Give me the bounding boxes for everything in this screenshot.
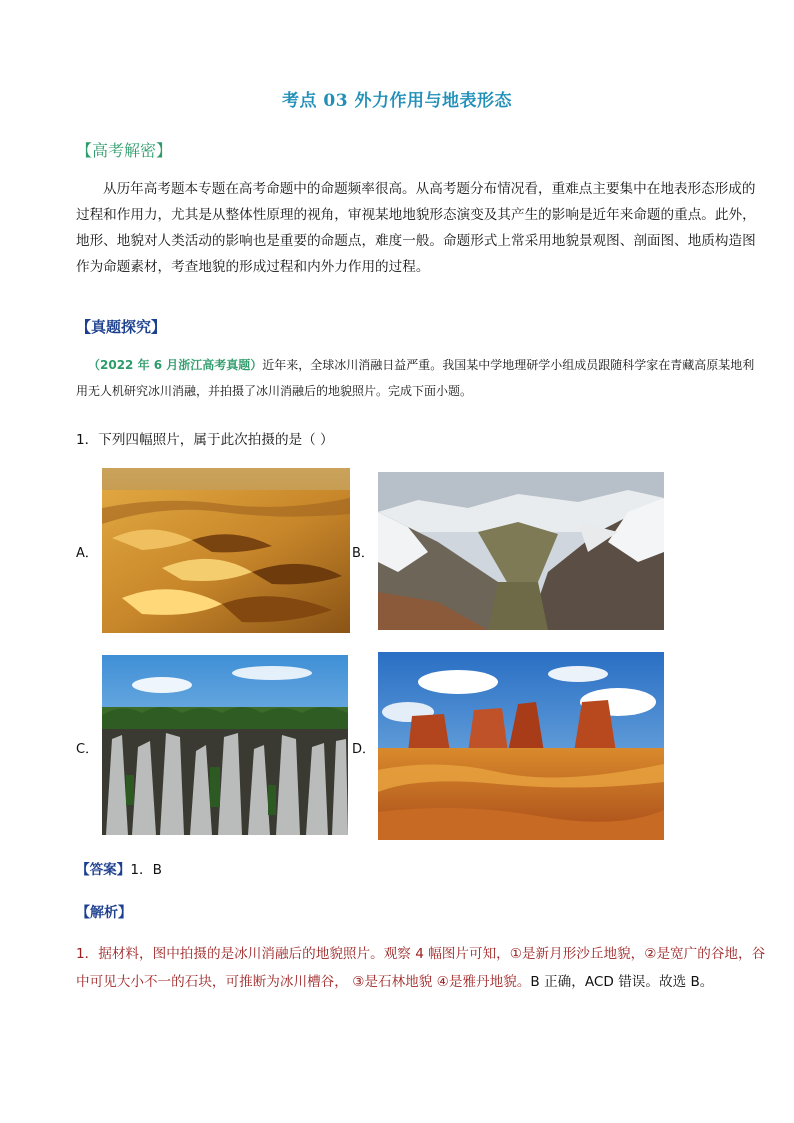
- sand-dune-photo[interactable]: [102, 468, 350, 633]
- answer-line: [76, 858, 162, 878]
- yardang-photo[interactable]: [378, 652, 664, 840]
- option-b-label[interactable]: B．: [352, 546, 374, 561]
- analysis-text-1: 1．据材料，图中拍摄的是冰川消融后的地貌照片。观察 4 幅图片可知，: [76, 946, 510, 962]
- option-a-label[interactable]: A．: [76, 546, 98, 561]
- answer-tag: 【答案】: [76, 862, 131, 878]
- material-paragraph: [76, 352, 766, 404]
- material-text: 近年来，全球冰川消融日益严重。我国某中学地理研学小组成员跟随科学家在青藏高原某地利用无人机研究冰川消融，并拍摄了冰川消融后的地貌照片。完成下面小题。: [76, 358, 755, 398]
- page-title: 考点 03 外力作用与地表形态: [282, 91, 512, 111]
- question-source: （2022 年 6 月浙江高考真题）: [88, 358, 263, 372]
- analysis-text-3: B 正确，ACD 错误。故选 B。: [530, 974, 714, 990]
- option-d-label[interactable]: D．: [352, 742, 376, 757]
- stone-forest-photo[interactable]: [102, 655, 348, 835]
- analysis-paragraph: [76, 940, 772, 996]
- analysis-text-2: ①是新月形沙丘地貌，②是宽广的谷地，谷中可见大小不一的石块，可推断为冰川槽谷， ③是石林地貌 ④是雅丹地貌。: [76, 946, 766, 990]
- gaokao-section-heading: 【高考解密】: [76, 141, 173, 160]
- zhenti-section-heading: 【真题探究】: [76, 318, 167, 336]
- intro-paragraph: 从历年高考题本专题在高考命题中的命题频率很高。从高考题分布情况看，重难点主要集中在地表形态形成的过程和作用力，尤其是从整体性原理的视角，审视某地地貌形态演变及其产生的影响是近年来命题的重点。此外，地形、地貌对人类活动的影响也是重要的命题点，难度一般。命题形式上常采用地貌景观图、剖面图、地质构造图作为命题素材，考查地貌的形成过程和内外力作用的过程。: [76, 181, 756, 275]
- option-c-label[interactable]: C．: [76, 742, 99, 757]
- glacial-valley-photo[interactable]: [378, 472, 664, 630]
- analysis-heading: 【解析】: [76, 905, 132, 921]
- question-stem: 1．下列四幅照片，属于此次拍摄的是（ ）: [76, 432, 334, 448]
- answer-text: 1．B: [130, 862, 162, 878]
